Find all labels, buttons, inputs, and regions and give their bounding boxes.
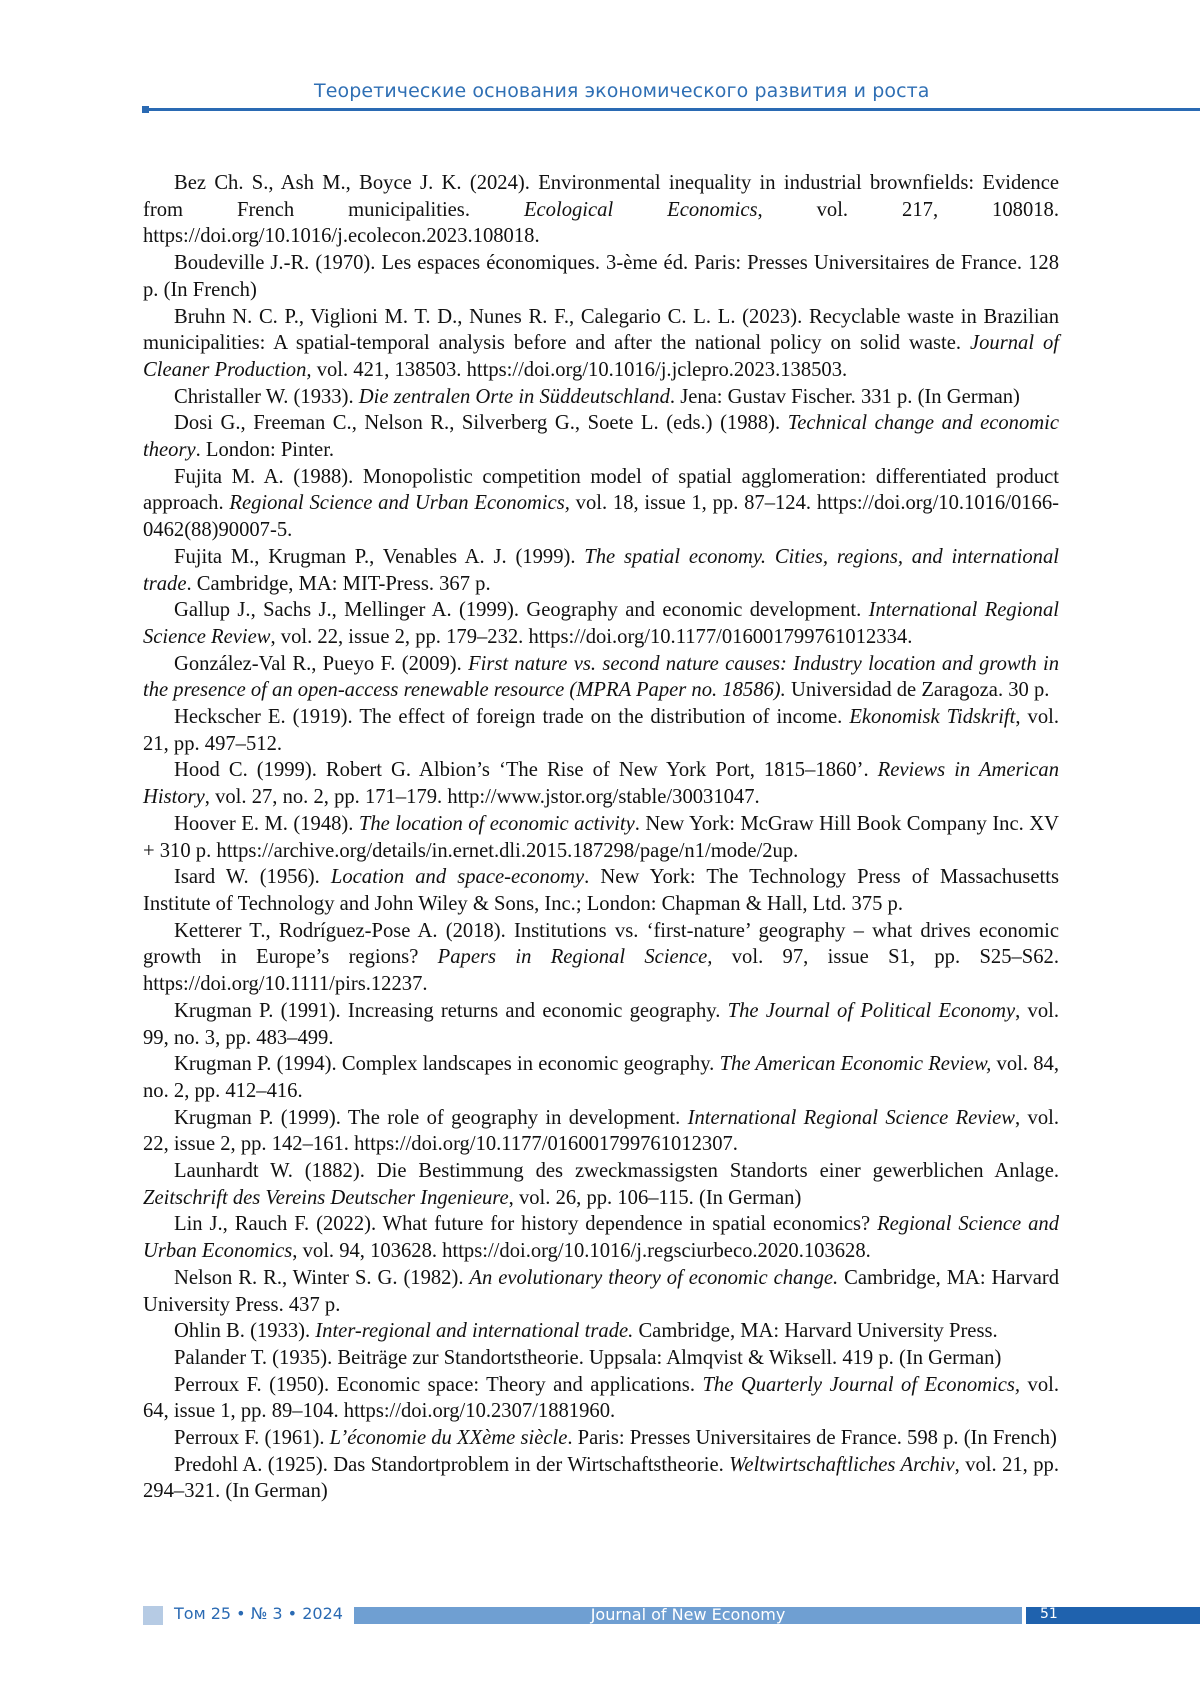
reference-entry: [143, 864, 1059, 917]
reference-text: Hood C. (1999). Robert G. Albion’s ‘The Rise of New York Port, 1815–1860’.: [174, 759, 878, 781]
reference-source-title: The Journal of Political Economy: [728, 1000, 1016, 1022]
reference-text: , vol. 22, issue 2, pp. 142–161. https://doi.org/10.1177/016001799761012307.: [143, 1107, 1059, 1156]
footer-volume-issue: Том 25 • № 3 • 2024: [174, 1604, 343, 1623]
reference-entry: [143, 304, 1059, 384]
reference-source-title: First nature vs. second nature causes: Industry location and growth in the presence of an open-access renewable resource (MPRA Paper no. 18586).: [143, 653, 1059, 702]
reference-text: . Cambridge, MA: MIT-Press. 367 p.: [186, 573, 490, 595]
reference-entry: [143, 597, 1059, 650]
reference-text: Heckscher E. (1919). The effect of foreign trade on the distribution of income.: [174, 706, 849, 728]
reference-text: Krugman P. (1994). Complex landscapes in economic geography.: [174, 1053, 720, 1075]
reference-source-title: International Regional Science Review: [688, 1107, 1015, 1129]
reference-source-title: The location of economic activity: [359, 813, 635, 835]
reference-text: Predohl A. (1925). Das Standortproblem in der Wirtschaftstheorie.: [174, 1454, 729, 1476]
reference-text: Gallup J., Sachs J., Mellinger A. (1999). Geography and economic development.: [174, 599, 869, 621]
reference-entry: [143, 170, 1059, 250]
reference-source-title: Reviews in American History: [143, 759, 1059, 808]
running-header: Теоретические основания экономического развития и роста: [314, 80, 930, 102]
reference-source-title: Zeitschrift des Vereins Deutscher Ingenieure: [143, 1187, 509, 1209]
reference-source-title: Regional Science and Urban Economics,: [229, 492, 570, 514]
reference-text: Ketterer T., Rodríguez-Pose A. (2018). Institutions vs. ‘first-nature’ geography – what drives economic growth in Europe’s regions?: [143, 920, 1059, 969]
reference-text: , vol. 21, pp. 497–512.: [143, 706, 1059, 755]
footer-journal-bar: [354, 1607, 1022, 1624]
reference-source-title: Regional Science and Urban Economics: [143, 1213, 1059, 1262]
reference-text: Krugman P. (1991). Increasing returns and economic geography.: [174, 1000, 728, 1022]
reference-source-title: The American Economic Review,: [720, 1053, 992, 1075]
reference-text: , vol. 21, pp. 294–321. (In German): [143, 1454, 1059, 1503]
reference-list: [143, 170, 1059, 1505]
reference-entry: [143, 1158, 1059, 1211]
reference-text: . Jena: Gustav Fischer. 331 p. (In German): [670, 386, 1020, 408]
reference-entry: [143, 1345, 1059, 1372]
reference-source-title: Weltwirtschaftliches Archiv: [729, 1454, 954, 1476]
reference-text: , vol. 99, no. 3, pp. 483–499.: [143, 1000, 1059, 1049]
reference-source-title: The Quarterly Journal of Economics,: [702, 1374, 1020, 1396]
reference-entry: [143, 410, 1059, 463]
reference-entry: [143, 1051, 1059, 1104]
reference-text: Perroux F. (1950). Economic space: Theory and applications.: [174, 1374, 702, 1396]
reference-entry: [143, 384, 1059, 411]
reference-text: vol. 97, issue S1, pp. S25–S62. https://doi.org/10.1111/pirs.12237.: [143, 946, 1059, 995]
page-number: 51: [1040, 1606, 1058, 1622]
reference-source-title: Inter-regional and international trade.: [315, 1320, 633, 1342]
reference-source-title: Location and space-economy: [331, 866, 584, 888]
reference-entry: [143, 1452, 1059, 1505]
reference-text: Christaller W. (1933).: [174, 386, 359, 408]
reference-text: vol. 64, issue 1, pp. 89–104. https://doi.org/10.2307/1881960.: [143, 1374, 1059, 1423]
reference-entry: [143, 1372, 1059, 1425]
reference-text: Fujita M. A. (1988). Monopolistic competition model of spatial agglomeration: differentiated product approach.: [143, 466, 1059, 515]
reference-entry: [143, 544, 1059, 597]
reference-entry: [143, 1265, 1059, 1318]
reference-entry: [143, 250, 1059, 303]
reference-text: Isard W. (1956).: [174, 866, 331, 888]
reference-entry: [143, 757, 1059, 810]
reference-source-title: Ekonomisk Tidskrift: [849, 706, 1015, 728]
reference-entry: [143, 1318, 1059, 1345]
reference-text: Krugman P. (1999). The role of geography in development.: [174, 1107, 688, 1129]
reference-text: Ohlin B. (1933).: [174, 1320, 315, 1342]
reference-source-title: Ecological Economics: [524, 199, 758, 221]
reference-text: , vol. 94, 103628. https://doi.org/10.1016/j.regsciurbeco.2020.103628.: [292, 1240, 871, 1262]
reference-text: , vol. 26, pp. 106–115. (In German): [509, 1187, 802, 1209]
footer-square-marker: [143, 1606, 163, 1625]
reference-text: Palander T. (1935). Beiträge zur Standortstheorie. Uppsala: Almqvist & Wiksell. 419 p. (In German): [174, 1347, 1001, 1369]
reference-text: Dosi G., Freeman C., Nelson R., Silverberg G., Soete L. (eds.) (1988).: [174, 412, 788, 434]
reference-entry: [143, 464, 1059, 544]
reference-text: Bez Ch. S., Ash M., Boyce J. K. (2024). Environmental inequality in industrial brownfields: Evidence from French municipalities.: [143, 172, 1059, 221]
reference-text: Boudeville J.-R. (1970). Les espaces économiques. 3-ème éd. Paris: Presses Universitaires de France. 128 p. (In French): [143, 252, 1059, 301]
reference-source-title: International Regional Science Review: [143, 599, 1059, 648]
reference-text: Fujita M., Krugman P., Venables A. J. (1999).: [174, 546, 584, 568]
reference-source-title: Journal of Cleaner Production,: [143, 332, 1059, 381]
reference-text: Lin J., Rauch F. (2022). What future for history dependence in spatial economics?: [174, 1213, 877, 1235]
reference-source-title: Die zentralen Orte in Süddeutschland: [359, 386, 670, 408]
reference-text: vol. 18, issue 1, pp. 87–124. https://doi.org/10.1016/0166-0462(88)90007-5.: [143, 492, 1059, 541]
reference-text: Nelson R. R., Winter S. G. (1982).: [174, 1267, 469, 1289]
footer-page-box: [1026, 1607, 1200, 1624]
reference-text: Hoover E. M. (1948).: [174, 813, 359, 835]
reference-entry: [143, 811, 1059, 864]
reference-text: . New York: The Technology Press of Massachusetts Institute of Technology and John Wiley & Sons, Inc.; London: Chapman & Hall, Ltd. 375 p.: [143, 866, 1059, 915]
reference-text: Cambridge, MA: Harvard University Press.: [633, 1320, 997, 1342]
reference-entry: [143, 651, 1059, 704]
reference-entry: [143, 704, 1059, 757]
reference-entry: [143, 918, 1059, 998]
reference-text: Universidad de Zaragoza. 30 p.: [786, 679, 1050, 701]
reference-entry: [143, 1425, 1059, 1452]
reference-entry: [143, 998, 1059, 1051]
footer-journal-title: Journal of New Economy: [354, 1605, 1022, 1624]
reference-text: , vol. 217, 108018. https://doi.org/10.1016/j.ecolecon.2023.108018.: [143, 199, 1059, 248]
reference-entry: [143, 1105, 1059, 1158]
reference-entry: [143, 1211, 1059, 1264]
header-rule: [147, 108, 1200, 111]
reference-text: . London: Pinter.: [196, 439, 334, 461]
reference-text: Launhardt W. (1882). Die Bestimmung des zweckmassigsten Standorts einer gewerblichen Anlage.: [174, 1160, 1059, 1182]
reference-source-title: The spatial economy. Cities, regions, and international trade: [143, 546, 1059, 595]
reference-text: Perroux F. (1961).: [174, 1427, 330, 1449]
reference-text: , vol. 27, no. 2, pp. 171–179. http://www.jstor.org/stable/30031047.: [205, 786, 760, 808]
reference-source-title: Papers in Regional Science,: [438, 946, 713, 968]
reference-text: Bruhn N. C. P., Viglioni M. T. D., Nunes R. F., Calegario C. L. L. (2023). Recyclable waste in Brazilian municipalities: A spatial-temporal analysis before and after the national policy on solid waste.: [143, 306, 1059, 355]
reference-text: , vol. 22, issue 2, pp. 179–232. https://doi.org/10.1177/016001799761012334.: [270, 626, 912, 648]
reference-text: vol. 84, no. 2, pp. 412–416.: [143, 1053, 1059, 1102]
reference-text: . Paris: Presses Universitaires de France. 598 p. (In French): [567, 1427, 1057, 1449]
reference-source-title: Technical change and economic theory: [143, 412, 1059, 461]
reference-text: vol. 421, 138503. https://doi.org/10.1016/j.jclepro.2023.138503.: [312, 359, 848, 381]
reference-text: Cambridge, MA: Harvard University Press. 437 p.: [143, 1267, 1059, 1316]
reference-text: González-Val R., Pueyo F. (2009).: [174, 653, 468, 675]
reference-text: . New York: McGraw Hill Book Company Inc. XV + 310 p. https://archive.org/details/in.ernet.dli.2015.187298/page/n1/mode/2up.: [143, 813, 1059, 862]
reference-source-title: An evolutionary theory of economic change.: [469, 1267, 838, 1289]
reference-source-title: L’économie du XXème siècle: [330, 1427, 568, 1449]
